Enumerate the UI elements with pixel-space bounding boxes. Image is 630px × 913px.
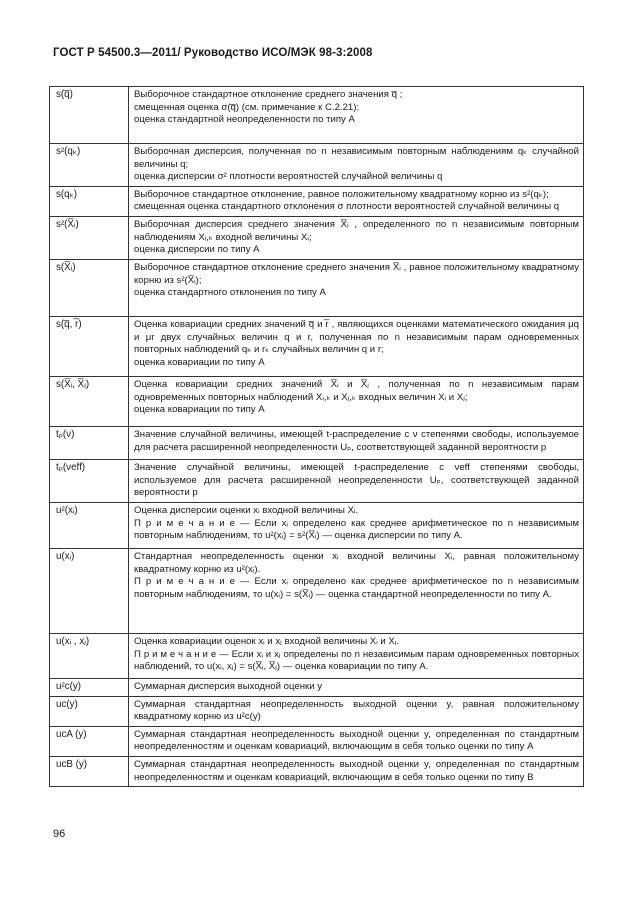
table-row xyxy=(50,726,584,756)
description-line: Оценка ковариации средних значений q̅ и r̅ , являющихся оценками математического ожидания μq и μr двух случайных величин q и r, полученная по n независимым парам одновременных повторных наблюдений qₖ и rₖ случайных величин q и r; xyxy=(134,318,579,356)
description-line: Оценка ковариации оценок xᵢ и xⱼ входной величины Xᵢ и Xⱼ. xyxy=(134,635,400,647)
symbol-text: s(X̅ᵢ, X̅ⱼ) xyxy=(56,378,90,390)
description-line: Суммарная стандартная неопределенность выходной оценки y, равная положительному квадратному корню из u²c(y) xyxy=(134,698,579,723)
description-cell xyxy=(129,548,584,633)
description-line: Суммарная стандартная неопределенность выходной оценки y, определенная по стандартным неопределенностям и оценкам ковариаций, включающим в себя только оценки по типу А xyxy=(134,728,579,753)
table-row xyxy=(50,216,584,259)
table-row xyxy=(50,696,584,726)
description-line: Стандартная неопределенность оценки xᵢ входной величины Xᵢ, равная положительному квадратному корню из u²(xᵢ). xyxy=(134,550,579,575)
symbol-glossary-table xyxy=(49,86,584,787)
symbol-cell xyxy=(50,316,129,376)
description-line: Оценка дисперсии оценки xᵢ входной величины Xᵢ. xyxy=(134,504,359,516)
page-number: 96 xyxy=(53,828,66,840)
symbol-cell xyxy=(50,144,129,187)
description-line: оценка дисперсии по типу А xyxy=(134,244,260,256)
description-line: П р и м е ч а н и е — Если xᵢ определено как среднее арифметическое по n независимым повторным наблюдениям, то u(xᵢ) = s(X̅ᵢ) — оценка стандартной неопределенности по типу А. xyxy=(134,576,579,600)
description-line: Суммарная стандартная неопределенность выходной оценки y, определенная по стандартным неопределенностям и оценкам ковариаций, включающим в себя только оценки по типу В xyxy=(134,758,579,783)
symbol-cell xyxy=(50,633,129,678)
description-line: Выборочная дисперсия среднего значения X̅ᵢ , определенного по n независимым повторным наблюдениям Xᵢ,ₖ входной величины Xᵢ; xyxy=(134,218,579,243)
description-cell xyxy=(129,678,584,696)
symbol-cell xyxy=(50,426,129,459)
table-row xyxy=(50,633,584,678)
symbol-text: s(q̅) xyxy=(56,89,73,100)
description-cell xyxy=(129,144,584,187)
symbol-text: tₚ(νeff) xyxy=(56,461,86,473)
symbol-cell xyxy=(50,678,129,696)
description-cell xyxy=(129,726,584,756)
table-row xyxy=(50,259,584,316)
description-cell xyxy=(129,633,584,678)
symbol-cell xyxy=(50,696,129,726)
description-cell xyxy=(129,502,584,548)
description-cell xyxy=(129,87,584,144)
description-cell xyxy=(129,756,584,786)
description-cell xyxy=(129,186,584,216)
description-cell xyxy=(129,216,584,259)
description-line: Значение случайной величины, имеющей t-распределение с νeff степенями свободы, используемое для расчета расширенной неопределенности Uₚ, соответствующей заданной вероятности p xyxy=(134,461,579,499)
symbol-text: s²(qₖ) xyxy=(56,146,81,157)
document-header: ГОСТ Р 54500.3—2011/ Руководство ИСО/МЭК 98-3:2008 xyxy=(53,47,373,59)
description-cell xyxy=(129,316,584,376)
symbol-text: tₚ(ν) xyxy=(56,428,75,440)
symbol-text: s²(X̅ᵢ) xyxy=(56,218,79,230)
symbol-text: u(xᵢ , xⱼ) xyxy=(56,635,90,647)
table-row xyxy=(50,756,584,786)
table-row xyxy=(50,376,584,426)
symbol-cell xyxy=(50,216,129,259)
symbol-text: u²(xᵢ) xyxy=(56,504,78,516)
description-cell xyxy=(129,459,584,502)
symbol-cell xyxy=(50,259,129,316)
description-line: оценка ковариации по типу А xyxy=(134,404,265,416)
table-row xyxy=(50,87,584,144)
symbol-text: s(X̅ᵢ) xyxy=(56,261,76,273)
description-cell xyxy=(129,259,584,316)
table-row xyxy=(50,678,584,696)
table-row xyxy=(50,186,584,216)
description-line: Суммарная дисперсия выходной оценки y xyxy=(134,680,323,692)
symbol-text: u²c(y) xyxy=(56,680,82,692)
symbol-cell xyxy=(50,756,129,786)
description-line: Значение случайной величины, имеющей t-распределение с ν степенями свободы, используемое для расчета расширенной неопределенности Uₚ, соответствующей заданной вероятности p xyxy=(134,428,579,453)
description-line: смещенная оценка σ(q̅) (см. примечание к С.2.21); xyxy=(134,101,360,113)
description-line: оценка дисперсии σ² плотности вероятностей случайной величины q xyxy=(134,171,443,183)
table-row xyxy=(50,316,584,376)
description-cell xyxy=(129,696,584,726)
symbol-cell xyxy=(50,376,129,426)
description-line: П р и м е ч а н и е — Если xᵢ и xⱼ определены по n независимым парам одновременных повторных наблюдений, то u(xᵢ, xⱼ) = s(X̅ᵢ, X̅ⱼ) — оценка ковариации по типу А. xyxy=(134,648,579,673)
symbol-cell xyxy=(50,87,129,144)
description-cell xyxy=(129,376,584,426)
description-line: смещенная оценка стандартного отклонения σ плотности вероятностей случайной величины q xyxy=(134,201,560,213)
table-row xyxy=(50,426,584,459)
description-line: Выборочная дисперсия, полученная по n независимым повторным наблюдениям qₖ случайной величины q; xyxy=(134,146,579,170)
symbol-cell xyxy=(50,186,129,216)
symbol-cell xyxy=(50,548,129,633)
table-row xyxy=(50,548,584,633)
symbol-text: s(qₖ) xyxy=(56,188,78,200)
description-line: оценка стандартного отклонения по типу А xyxy=(134,287,326,299)
symbol-cell xyxy=(50,459,129,502)
description-line: оценка ковариации по типу А xyxy=(134,356,265,368)
symbol-text: ucA (y) xyxy=(56,728,87,740)
description-line: Выборочное стандартное отклонение, равное положительному квадратному корню из s²(qₖ); xyxy=(134,188,549,200)
description-line: оценка стандартной неопределенности по типу А xyxy=(134,114,355,126)
table-row xyxy=(50,459,584,502)
description-line: П р и м е ч а н и е — Если xᵢ определено как среднее арифметическое по n независимым повторным наблюдениям, то u²(xᵢ) = s²(X̅ᵢ) — оценка дисперсии по типу А. xyxy=(134,517,579,542)
table-row xyxy=(50,144,584,187)
symbol-cell xyxy=(50,726,129,756)
symbol-text: ucB (y) xyxy=(56,758,88,770)
symbol-text: uc(y) xyxy=(56,698,78,710)
description-line: Оценка ковариации средних значений X̅ᵢ и X̅ⱼ , полученная по n независимым парам одновременных повторных наблюдений Xᵢ,ₖ и Xⱼ,ₖ входных величин Xᵢ и Xⱼ; xyxy=(134,378,579,403)
description-cell xyxy=(129,426,584,459)
description-line: Выборочное стандартное отклонение среднего значения X̅ᵢ , равное положительному квадратному корню из s²(X̅ᵢ); xyxy=(134,261,579,286)
table-row xyxy=(50,502,584,548)
symbol-cell xyxy=(50,502,129,548)
symbol-text: u(xᵢ) xyxy=(56,550,75,562)
description-line: Выборочное стандартное отклонение среднего значения q̅ ; xyxy=(134,89,403,100)
symbol-text: s(q̅, r̅) xyxy=(56,318,82,330)
